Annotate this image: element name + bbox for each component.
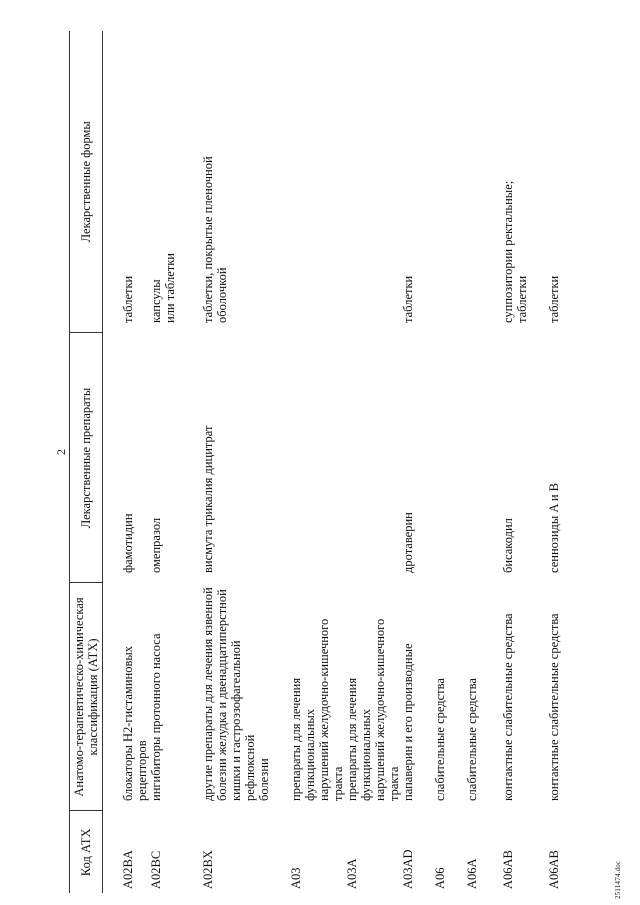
table-row [149,31,201,893]
atc-code-cell: A03A [345,858,359,889]
table-row [433,31,465,893]
document-file-code: 2511474.doc [614,860,622,899]
dosage-form-cell: капсулы или таблетки [149,253,177,323]
table-row [201,31,289,893]
atc-code-cell: A06AB [547,850,561,889]
header-atc-code: Код АТХ [70,811,103,893]
header-atc-classification: Анатомо-терапевтическо-химическая классификация (АТХ) [70,583,103,811]
table-row [547,31,591,893]
table-row [501,31,547,893]
atc-code-cell: A06AB [501,850,515,889]
atc-code-cell: A06 [433,867,447,889]
table-row [465,31,501,893]
classification-cell: другие препараты для лечения язвенной болезни желудка и двенадцатиперстной кишки и гастроэзофагеальной рефлюксной болезни [201,587,271,801]
drug-cell [345,333,401,583]
classification-cell: препараты для лечения функциональных нарушений желудочно-кишечного тракта [289,618,345,801]
table-row [289,31,345,893]
drug-cell [433,333,465,583]
classification-cell: блокаторы H2-гистаминовых рецепторов [121,645,149,801]
table-header-row [70,31,103,893]
dosage-form-cell: таблетки [547,275,561,323]
dosage-form-cell [345,31,401,333]
atc-code-cell: A06A [465,858,479,889]
classification-cell: папаверин и его производные [401,643,415,801]
table-row [345,31,401,893]
classification-cell: слабительные средства [433,678,447,801]
table-row [103,31,150,893]
atc-code-cell: A03 [289,867,303,889]
page-number: 2 [54,449,68,455]
dosage-form-cell: суппозитории ректальные; таблетки [501,180,529,323]
dosage-form-cell [289,31,345,333]
drug-cell [465,333,501,583]
dosage-form-cell: таблетки [121,275,135,323]
table-row [401,31,433,893]
classification-cell: слабительные средства [465,678,479,801]
header-drugs: Лекарственные препараты [70,333,103,583]
drug-cell: сеннозиды A и B [547,482,561,573]
drug-cell: бисакодил [501,518,515,573]
header-dosage-forms: Лекарственные формы [70,31,103,333]
drug-cell: фамотидин [121,513,135,573]
atc-code-cell: A02BA [121,850,135,889]
classification-cell: ингибиторы протонного насоса [149,633,163,801]
atc-drug-table [69,31,591,893]
classification-cell: контактные слабительные средства [501,613,515,801]
classification-cell: препараты для лечения функциональных нарушений желудочно-кишечного тракта [345,618,401,801]
drug-cell: омепразол [149,517,163,573]
dosage-form-cell [433,31,465,333]
dosage-form-cell: таблетки [401,275,415,323]
atc-code-cell: A02BX [201,850,215,889]
drug-cell: висмута трикалия дицитрат [201,425,215,573]
drug-cell: дротаверин [401,512,415,573]
drug-cell [289,333,345,583]
dosage-form-cell [465,31,501,333]
classification-cell: контактные слабительные средства [547,613,561,801]
dosage-form-cell: таблетки, покрытые пленочной оболочкой [201,156,229,323]
atc-code-cell: A02BC [149,850,163,889]
atc-code-cell: A03AD [401,849,415,889]
